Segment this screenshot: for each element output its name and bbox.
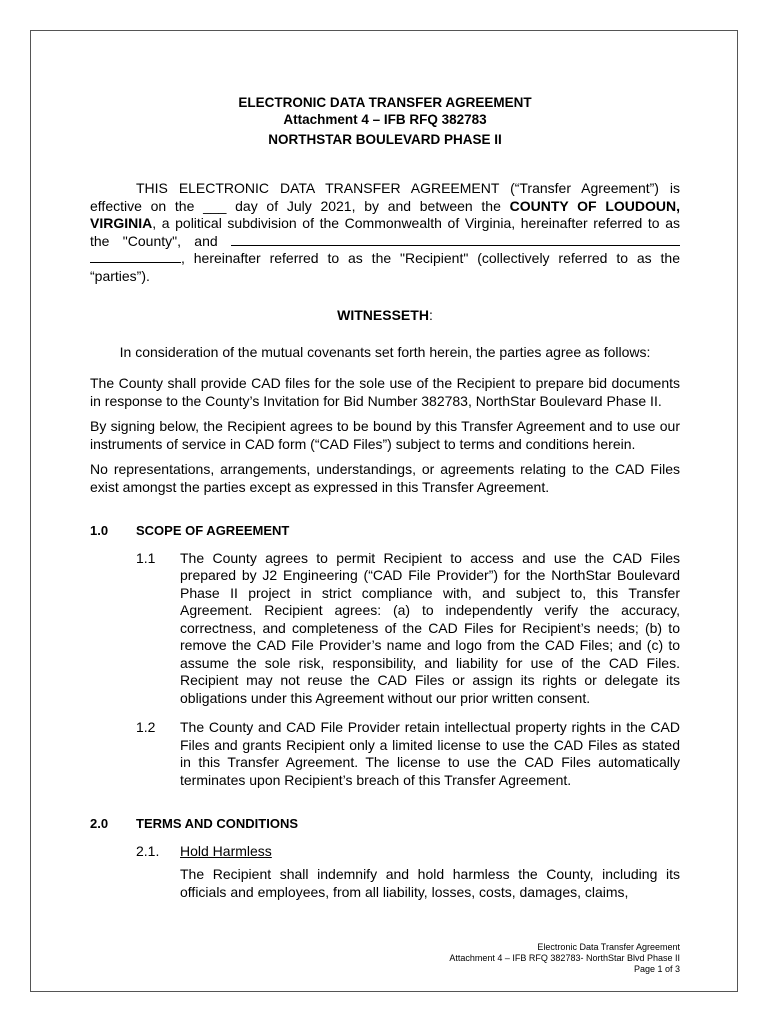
clause-1-2: [136, 719, 680, 789]
clause-2-1-text: The Recipient shall indemnify and hold harmless the County, including its officials and employees, from all liability, losses, costs, damages, claims,: [180, 866, 680, 900]
clause-1-2-number: 1.2: [136, 719, 156, 735]
witnesseth-label: WITNESSETH: [337, 307, 429, 323]
section-2-title: TERMS AND CONDITIONS: [136, 816, 299, 831]
section-1-title: SCOPE OF AGREEMENT: [136, 523, 290, 538]
page-footer: [449, 942, 680, 975]
footer-page-number: Page 1 of 3: [633, 964, 680, 974]
paragraph-representations: No representations, arrangements, understandings, or agreements relating to the CAD Files exist amongst the parties except as expressed in this Transfer Agreement.: [90, 461, 680, 495]
witnesseth-colon: :: [428, 307, 433, 323]
clause-1-1: [136, 550, 680, 708]
section-2-heading: [90, 815, 680, 833]
footer-line-1: Electronic Data Transfer Agreement: [537, 942, 680, 952]
recipient-name-blank-continued: [90, 250, 181, 263]
clause-1-1-text: The County agrees to permit Recipient to access and use the CAD Files prepared by J2 Engineering (“CAD File Provider”) for the NorthStar Boulevard Phase II project in strict compliance with, and subject to, this Transfer Agreement. Recipient agrees: (a) to independently verify the accuracy, correctness, and completeness of the CAD Files for Recipient’s needs; (b) to remove the CAD File Provider’s name and logo from the CAD Files; and (c) to assume the sole risk, responsibility, and liability for use of the CAD Files. Recipient may not reuse the CAD Files or assign its rights or delegate its obligations under this Agreement without our prior written consent.: [180, 549, 680, 706]
clause-2-1-heading: [136, 843, 680, 861]
document-title: [90, 94, 680, 148]
intro-text-3: , hereinafter referred to as the "Recipient" (collectively referred to as the “parties”).: [90, 250, 680, 284]
footer-line-2: Attachment 4 – IFB RFQ 382783- NorthStar Blvd Phase II: [449, 953, 680, 963]
clause-1-1-number: 1.1: [136, 549, 156, 566]
paragraph-signing: By signing below, the Recipient agrees to be bound by this Transfer Agreement and to use our instruments of service in CAD form (“CAD Files”) subject to terms and conditions herein.: [90, 418, 680, 452]
paragraph-cad-files: The County shall provide CAD files for the sole use of the Recipient to prepare bid documents in response to the County’s Invitation for Bid Number 382783, NorthStar Boulevard Phase II.: [90, 375, 680, 409]
intro-text-1: THIS ELECTRONIC DATA TRANSFER AGREEMENT (“Transfer Agreement”) is effective on the ___ day of July 2021, by and between the: [90, 180, 680, 214]
clause-1-2-text: The County and CAD File Provider retain intellectual property rights in the CAD Files and grants Recipient only a limited license to use the CAD Files as stated in this Transfer Agreement. The license to use the CAD Files automatically terminates upon Recipient’s breach of this Transfer Agreement.: [180, 719, 680, 788]
county-name: COUNTY OF LOUDOUN, VIRGINIA: [90, 197, 680, 231]
section-2-number: 2.0: [90, 816, 109, 831]
document-body: [90, 94, 680, 901]
clause-2-1-number: 2.1.: [136, 842, 160, 859]
consideration-paragraph: In consideration of the mutual covenants set forth herein, the parties agree as follows:: [119, 343, 651, 360]
title-line-1: ELECTRONIC DATA TRANSFER AGREEMENT: [238, 95, 532, 110]
clause-2-1-title: Hold Harmless: [180, 842, 272, 859]
intro-text-2: , a political subdivision of the Commonwealth of Virginia, hereinafter referred to as the "County", and: [90, 215, 680, 249]
title-line-3: NORTHSTAR BOULEVARD PHASE II: [268, 132, 502, 147]
section-1-number: 1.0: [90, 523, 109, 538]
intro-paragraph: [90, 180, 680, 285]
recipient-name-blank: [231, 233, 680, 246]
title-line-2: Attachment 4 – IFB RFQ 382783: [283, 112, 487, 127]
section-1-heading: [90, 522, 680, 540]
witnesseth-heading: [90, 307, 680, 325]
